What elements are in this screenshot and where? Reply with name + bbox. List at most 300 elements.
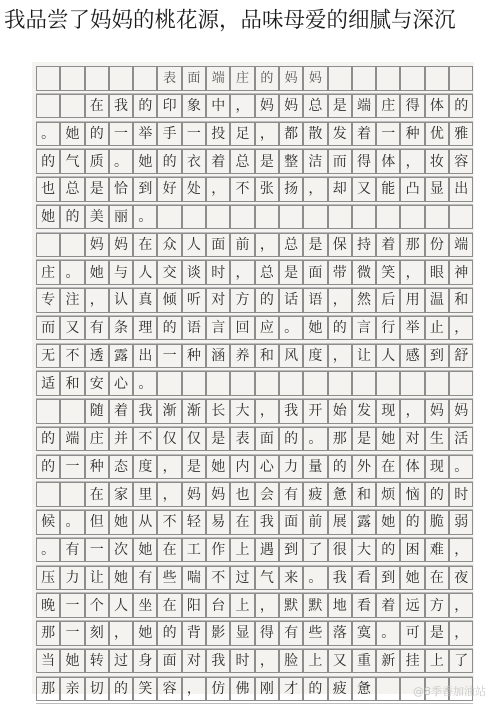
grid-cell: 在 (85, 482, 109, 507)
grid-cell: 不 (230, 177, 254, 202)
grid-cell: 庄 (230, 66, 254, 91)
grid-cell: 妈 (182, 482, 206, 507)
grid-cell (376, 66, 400, 91)
grid-cell: 的 (109, 677, 133, 702)
grid-cell: 有 (85, 316, 109, 341)
grid-cell: 在 (157, 593, 181, 618)
grid-cell: 倾 (157, 288, 181, 313)
grid-cell: 的 (376, 538, 400, 563)
grid-cell: 远 (400, 593, 424, 618)
essay-row (36, 649, 473, 677)
grid-cell: 一 (376, 122, 400, 147)
grid-cell (60, 399, 84, 424)
grid-cell: 应 (255, 316, 279, 341)
grid-cell: 的 (36, 427, 60, 452)
grid-cell: 的 (328, 316, 352, 341)
grid-cell (36, 233, 60, 258)
essay-row (36, 205, 473, 233)
grid-cell: 。 (303, 427, 327, 452)
grid-cell: 也 (36, 177, 60, 202)
grid-cell: 真 (133, 288, 157, 313)
grid-cell: 注 (60, 288, 84, 313)
grid-cell: 她 (376, 427, 400, 452)
grid-cell: 在 (133, 233, 157, 258)
grid-cell: 度 (133, 455, 157, 480)
grid-cell (328, 205, 352, 230)
grid-cell: 感 (400, 344, 424, 369)
grid-cell: 。 (303, 566, 327, 591)
grid-cell: 恰 (109, 177, 133, 202)
grid-cell: 里 (133, 482, 157, 507)
grid-cell: 有 (279, 621, 303, 646)
grid-cell: 着 (376, 593, 400, 618)
grid-cell (60, 233, 84, 258)
grid-cell: 持 (352, 233, 376, 258)
grid-cell: 的 (449, 94, 473, 119)
grid-cell: 语 (303, 288, 327, 313)
grid-cell: 张 (255, 177, 279, 202)
grid-cell: 的 (157, 149, 181, 174)
grid-cell: 适 (36, 371, 60, 396)
grid-cell: 她 (206, 455, 230, 480)
essay-row (36, 399, 473, 427)
grid-cell: 一 (85, 538, 109, 563)
grid-cell (255, 205, 279, 230)
grid-cell: 庄 (85, 427, 109, 452)
grid-cell: 在 (425, 566, 449, 591)
grid-cell: 美 (85, 205, 109, 230)
grid-cell: 那 (36, 677, 60, 702)
grid-cell: 力 (60, 566, 84, 591)
grid-cell: 妆 (425, 149, 449, 174)
grid-cell: 是 (182, 455, 206, 480)
grid-cell: 一 (109, 122, 133, 147)
grid-cell: 着 (206, 149, 230, 174)
grid-cell: 是 (206, 427, 230, 452)
grid-cell: 作 (206, 538, 230, 563)
grid-cell: 是 (352, 427, 376, 452)
grid-cell: ， (328, 344, 352, 369)
grid-cell: 人 (376, 344, 400, 369)
grid-cell: 一 (60, 621, 84, 646)
grid-cell (60, 482, 84, 507)
grid-cell: 妈 (303, 66, 327, 91)
grid-cell: 眼 (425, 260, 449, 285)
grid-cell: 和 (449, 288, 473, 313)
essay-row (36, 455, 473, 483)
grid-cell (279, 371, 303, 396)
grid-cell: ， (400, 260, 424, 285)
grid-cell: 印 (157, 94, 181, 119)
grid-cell: 表 (230, 427, 254, 452)
grid-cell: 又 (328, 649, 352, 674)
grid-cell: 脆 (425, 510, 449, 535)
grid-cell: 的 (157, 316, 181, 341)
grid-cell: 用 (400, 288, 424, 313)
grid-cell: 端 (60, 427, 84, 452)
grid-cell: 着 (352, 122, 376, 147)
grid-cell: 有 (133, 566, 157, 591)
grid-cell (36, 66, 60, 91)
grid-cell: 默 (279, 593, 303, 618)
grid-cell: 惫 (352, 677, 376, 702)
essay-row (36, 94, 473, 122)
grid-cell (449, 205, 473, 230)
grid-cell: 看 (352, 593, 376, 618)
grid-cell: 默 (303, 593, 327, 618)
grid-cell: 笑 (376, 260, 400, 285)
grid-cell: 言 (206, 316, 230, 341)
grid-cell: 面 (206, 233, 230, 258)
grid-cell: 我 (279, 399, 303, 424)
grid-cell: 她 (133, 149, 157, 174)
grid-cell: 种 (400, 122, 424, 147)
grid-cell: 了 (449, 649, 473, 674)
grid-cell: 一 (157, 344, 181, 369)
grid-cell: 手 (157, 122, 181, 147)
essay-row (36, 122, 473, 150)
grid-cell: 表 (157, 66, 181, 91)
grid-cell: 的 (36, 149, 60, 174)
grid-cell: 在 (230, 510, 254, 535)
grid-cell: 是 (303, 233, 327, 258)
grid-cell: 。 (376, 621, 400, 646)
grid-cell: 夜 (449, 566, 473, 591)
grid-cell: ， (85, 288, 109, 313)
grid-cell: 弱 (449, 510, 473, 535)
grid-cell: 前 (230, 233, 254, 258)
grid-cell (328, 66, 352, 91)
grid-cell: ， (206, 177, 230, 202)
grid-cell: 易 (206, 510, 230, 535)
grid-cell: 让 (352, 344, 376, 369)
grid-cell: 晚 (36, 593, 60, 618)
grid-cell: 的 (255, 288, 279, 313)
grid-cell (352, 371, 376, 396)
grid-cell: ， (255, 593, 279, 618)
grid-cell: 亲 (60, 677, 84, 702)
grid-cell (230, 205, 254, 230)
grid-cell: 难 (425, 538, 449, 563)
grid-cell: 她 (36, 205, 60, 230)
grid-cell: 开 (303, 399, 327, 424)
grid-cell: 。 (449, 455, 473, 480)
grid-cell: 人 (182, 233, 206, 258)
grid-cell: 得 (352, 149, 376, 174)
grid-cell: ， (449, 316, 473, 341)
grid-cell: 可 (400, 621, 424, 646)
grid-cell: 显 (230, 621, 254, 646)
grid-cell: ， (255, 649, 279, 674)
grid-cell: 些 (303, 621, 327, 646)
grid-cell: 而 (328, 149, 352, 174)
grid-cell: 谈 (182, 260, 206, 285)
grid-cell: 展 (328, 510, 352, 535)
grid-cell (157, 371, 181, 396)
grid-cell: 才 (279, 677, 303, 702)
grid-cell: 刻 (85, 621, 109, 646)
essay-row (36, 510, 473, 538)
grid-cell: 妈 (206, 482, 230, 507)
grid-cell: 得 (400, 94, 424, 119)
grid-cell: 种 (85, 455, 109, 480)
grid-cell: 认 (109, 288, 133, 313)
grid-cell: 总 (303, 94, 327, 119)
grid-cell: 她 (109, 510, 133, 535)
grid-cell: 雅 (449, 122, 473, 147)
grid-cell: 挂 (400, 649, 424, 674)
grid-cell: 疲 (328, 677, 352, 702)
grid-cell: ， (230, 260, 254, 285)
grid-cell: ， (328, 288, 352, 313)
grid-cell: 妈 (449, 399, 473, 424)
grid-cell: 些 (157, 566, 181, 591)
grid-cell: 扬 (279, 177, 303, 202)
essay-row (36, 177, 473, 205)
grid-cell: ， (449, 593, 473, 618)
grid-cell: 的 (60, 205, 84, 230)
grid-cell: 现 (376, 399, 400, 424)
grid-cell (400, 371, 424, 396)
grid-cell: 的 (36, 455, 60, 480)
grid-cell: 那 (328, 427, 352, 452)
grid-cell: 她 (303, 316, 327, 341)
grid-cell: 身 (133, 649, 157, 674)
grid-cell: 舒 (449, 344, 473, 369)
grid-cell: 地 (328, 593, 352, 618)
grid-cell: 喘 (182, 566, 206, 591)
grid-cell (85, 66, 109, 91)
grid-cell: ， (157, 455, 181, 480)
grid-cell: 大 (352, 538, 376, 563)
grid-cell: 端 (449, 233, 473, 258)
grid-cell: 理 (133, 316, 157, 341)
grid-cell: 到 (425, 344, 449, 369)
grid-cell: 的 (400, 510, 424, 535)
grid-cell: 然 (352, 288, 376, 313)
grid-cell: 的 (157, 621, 181, 646)
grid-cell: 渐 (157, 399, 181, 424)
grid-cell: 妈 (279, 66, 303, 91)
watermark: @8季香加油站 (413, 685, 486, 698)
grid-cell: 上 (230, 593, 254, 618)
grid-cell: 神 (449, 260, 473, 285)
grid-cell: 而 (36, 316, 60, 341)
grid-cell: 她 (400, 566, 424, 591)
grid-cell: 面 (182, 66, 206, 91)
grid-cell: 。 (60, 510, 84, 535)
grid-cell: 端 (352, 94, 376, 119)
grid-cell: 与 (109, 260, 133, 285)
grid-cell: 脸 (279, 649, 303, 674)
grid-cell: 发 (352, 399, 376, 424)
grid-cell: 现 (425, 455, 449, 480)
grid-cell: ， (255, 233, 279, 258)
grid-cell: 妈 (85, 233, 109, 258)
grid-cell: 对 (206, 288, 230, 313)
grid-cell: 庄 (376, 94, 400, 119)
grid-cell: 。 (36, 122, 60, 147)
grid-cell: 不 (133, 427, 157, 452)
grid-cell: 话 (279, 288, 303, 313)
grid-cell: 看 (352, 566, 376, 591)
grid-cell: 衣 (182, 149, 206, 174)
grid-cell: 回 (230, 316, 254, 341)
grid-cell: 。 (60, 260, 84, 285)
grid-cell: 止 (425, 316, 449, 341)
grid-cell: 过 (230, 566, 254, 591)
grid-cell: 对 (182, 649, 206, 674)
grid-cell: 力 (279, 455, 303, 480)
grid-cell: 坐 (133, 593, 157, 618)
grid-cell: 随 (85, 399, 109, 424)
grid-cell (303, 371, 327, 396)
grid-cell: 的 (425, 482, 449, 507)
grid-cell: 恼 (400, 482, 424, 507)
grid-cell (206, 205, 230, 230)
grid-cell: 心 (109, 371, 133, 396)
grid-cell: 外 (352, 455, 376, 480)
grid-cell: 对 (400, 427, 424, 452)
grid-cell: 的 (303, 677, 327, 702)
grid-cell: 得 (255, 621, 279, 646)
grid-cell (303, 205, 327, 230)
grid-cell: 一 (60, 455, 84, 480)
grid-cell: 质 (85, 149, 109, 174)
grid-cell: 气 (255, 566, 279, 591)
grid-cell: 内 (230, 455, 254, 480)
grid-cell: 和 (352, 482, 376, 507)
grid-cell: 又 (352, 177, 376, 202)
grid-cell: 落 (328, 621, 352, 646)
grid-cell: 风 (279, 344, 303, 369)
grid-cell: 。 (133, 371, 157, 396)
grid-cell: 的 (279, 427, 303, 452)
grid-cell: ， (255, 399, 279, 424)
grid-cell: 。 (36, 538, 60, 563)
grid-cell: 遇 (255, 538, 279, 563)
essay-row (36, 316, 473, 344)
grid-cell: 举 (400, 316, 424, 341)
essay-row (36, 344, 473, 372)
grid-cell: 在 (157, 538, 181, 563)
grid-cell: 量 (303, 455, 327, 480)
grid-cell: 她 (109, 566, 133, 591)
grid-cell: 仿 (206, 677, 230, 702)
grid-cell: 到 (133, 177, 157, 202)
grid-cell: 语 (182, 316, 206, 341)
grid-cell: 和 (60, 371, 84, 396)
grid-cell: 。 (109, 149, 133, 174)
grid-cell: 佛 (230, 677, 254, 702)
essay-row (36, 260, 473, 288)
grid-cell: 我 (328, 566, 352, 591)
grid-cell: 到 (279, 538, 303, 563)
grid-cell: 有 (279, 482, 303, 507)
grid-cell (157, 205, 181, 230)
grid-cell: 切 (85, 677, 109, 702)
grid-cell: 能 (376, 177, 400, 202)
grid-cell: 安 (85, 371, 109, 396)
grid-cell: 我 (109, 94, 133, 119)
grid-cell (400, 205, 424, 230)
grid-cell: 候 (36, 510, 60, 535)
grid-cell: 凸 (400, 177, 424, 202)
grid-cell: 养 (230, 344, 254, 369)
grid-cell: 优 (425, 122, 449, 147)
grid-cell: 在 (376, 455, 400, 480)
grid-cell: 都 (279, 122, 303, 147)
grid-cell: 方 (230, 288, 254, 313)
essay-title-row (36, 66, 473, 94)
essay-row (36, 233, 473, 261)
grid-cell: 从 (133, 510, 157, 535)
grid-cell: 前 (303, 510, 327, 535)
grid-cell (255, 371, 279, 396)
grid-cell: 和 (255, 344, 279, 369)
essay-row (36, 149, 473, 177)
grid-cell: 次 (109, 538, 133, 563)
grid-cell: 妈 (109, 233, 133, 258)
grid-cell: 过 (109, 649, 133, 674)
grid-cell: 上 (230, 538, 254, 563)
grid-cell: 。 (279, 316, 303, 341)
grid-cell (425, 66, 449, 91)
grid-cell: 那 (36, 621, 60, 646)
grid-cell: 是 (279, 260, 303, 285)
grid-cell: 心 (255, 455, 279, 480)
grid-cell (109, 66, 133, 91)
grid-cell: 丽 (109, 205, 133, 230)
grid-cell: 新 (376, 649, 400, 674)
grid-cell: 她 (85, 260, 109, 285)
grid-cell: 的 (328, 455, 352, 480)
grid-cell: 刚 (255, 677, 279, 702)
grid-cell: 上 (425, 649, 449, 674)
grid-cell: 我 (206, 649, 230, 674)
grid-cell: 度 (303, 344, 327, 369)
grid-cell: 处 (182, 177, 206, 202)
grid-cell: 出 (133, 344, 157, 369)
essay-row (36, 427, 473, 455)
grid-cell: 露 (352, 510, 376, 535)
grid-cell: 台 (206, 593, 230, 618)
grid-cell: 体 (376, 149, 400, 174)
grid-cell: 活 (449, 427, 473, 452)
grid-cell: 个 (85, 593, 109, 618)
grid-cell: 并 (109, 427, 133, 452)
grid-cell: 不 (60, 344, 84, 369)
grid-cell: ， (255, 122, 279, 147)
grid-cell: 很 (328, 538, 352, 563)
grid-cell: 种 (182, 344, 206, 369)
grid-cell: 我 (255, 510, 279, 535)
grid-cell: 行 (376, 316, 400, 341)
essay-row (36, 677, 473, 705)
grid-cell: 着 (376, 233, 400, 258)
grid-cell: 却 (328, 177, 352, 202)
grid-cell: 体 (425, 94, 449, 119)
grid-cell (182, 371, 206, 396)
grid-cell: ， (109, 621, 133, 646)
grid-cell: 一 (60, 593, 84, 618)
grid-cell (376, 677, 400, 702)
grid-cell: 容 (157, 677, 181, 702)
grid-cell: 整 (279, 149, 303, 174)
grid-cell (425, 205, 449, 230)
grid-cell: 家 (109, 482, 133, 507)
grid-cell (206, 371, 230, 396)
